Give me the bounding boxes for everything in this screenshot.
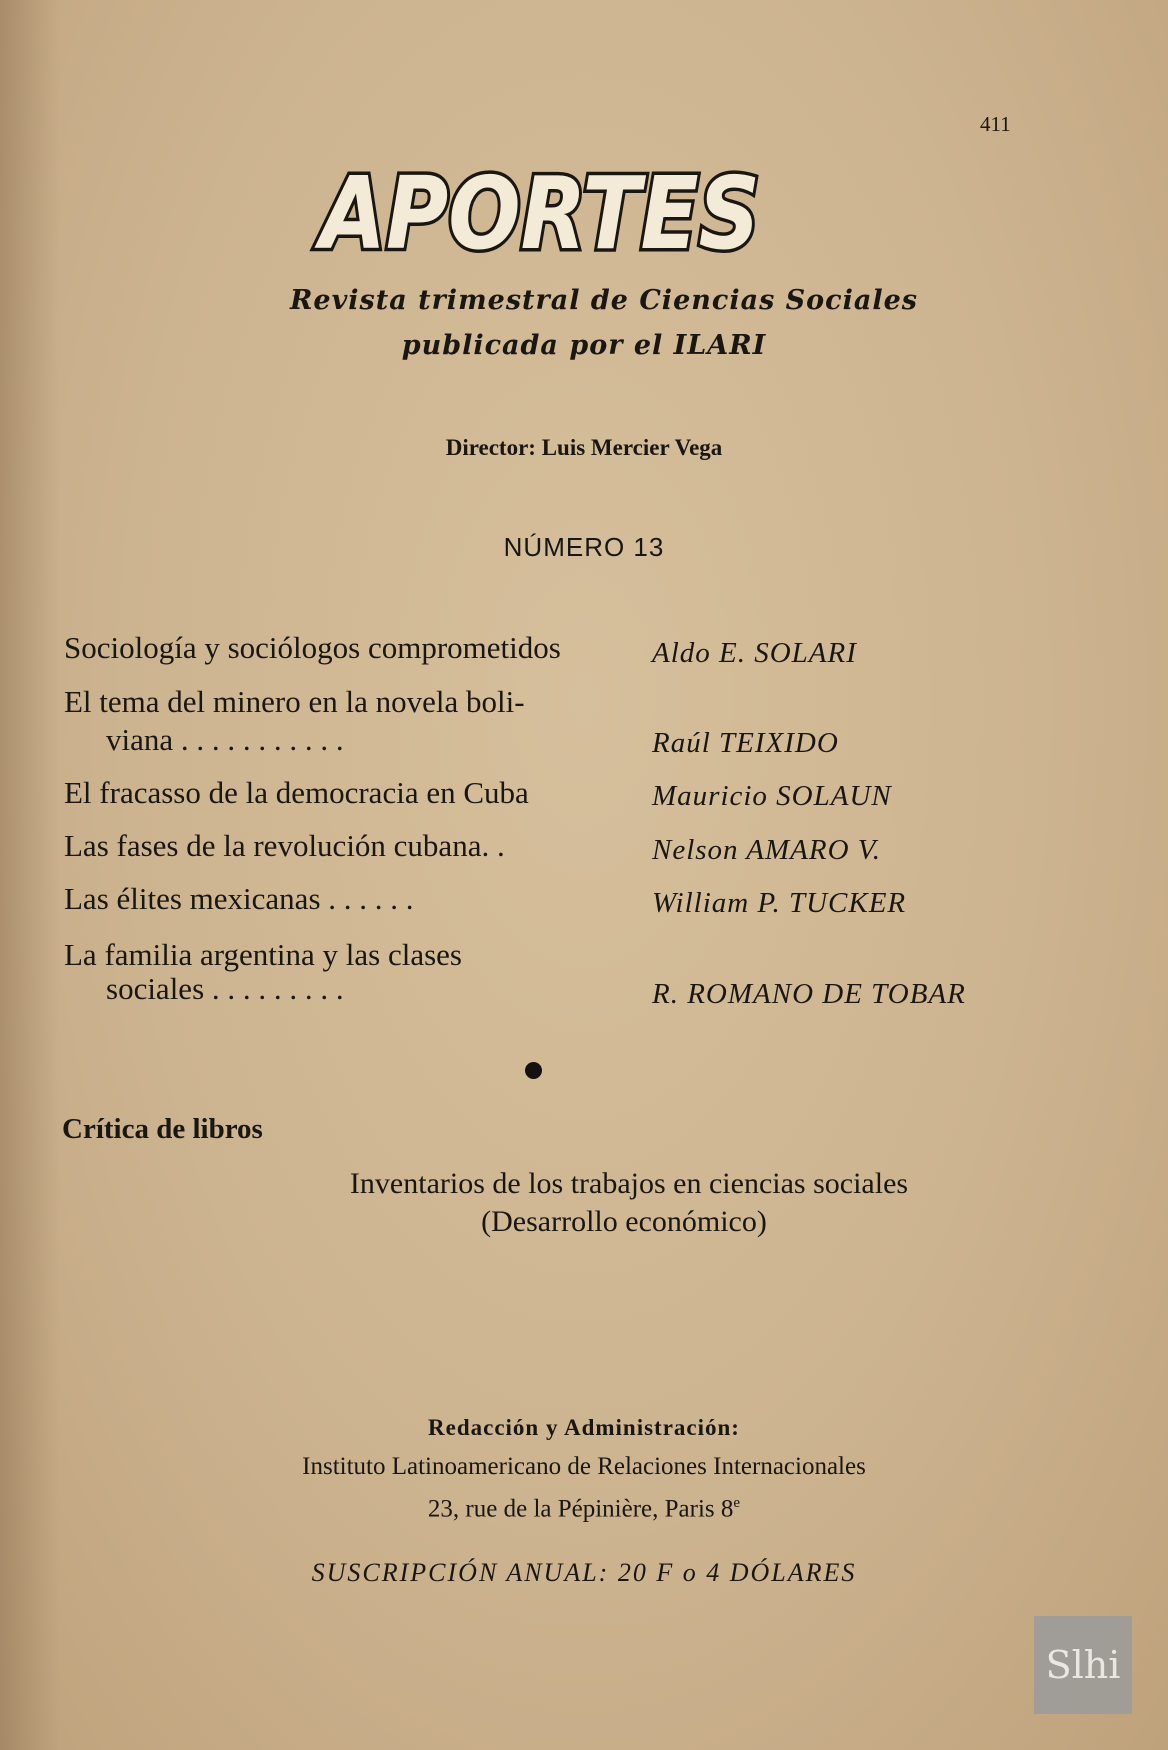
section-bullet [525, 1062, 542, 1079]
toc-title-4: Las fases de la revolución cubana. . [64, 828, 505, 863]
toc-author-3: Mauricio SOLAUN [652, 780, 892, 812]
critica-line-1: Inventarios de los trabajos en ciencias sociales [349, 1167, 909, 1200]
toc-title-1: Sociología y sociólogos comprometidos [64, 630, 561, 665]
toc-title-2-line1: El tema del minero en la novela boli- [64, 684, 525, 719]
toc-author-6: R. ROMANO DE TOBAR [652, 978, 966, 1010]
masthead-title: APORTES [314, 155, 760, 272]
critica-line-2: (Desarrollo económico) [481, 1205, 767, 1238]
page-number: 411 [980, 112, 1011, 136]
toc-author-2: Raúl TEIXIDO [652, 727, 839, 759]
institute-name: Instituto Latinoamericano de Relaciones Internacionales [302, 1453, 866, 1480]
toc-title-6-line2: sociales . . . . . . . . . [106, 971, 344, 1006]
director-line: Director: Luis Mercier Vega [445, 435, 723, 460]
admin-heading: Redacción y Administración: [428, 1415, 740, 1440]
masthead-subtitle-line1: Revista trimestral de Ciencias Sociales [289, 285, 919, 316]
masthead-logo [300, 152, 780, 272]
toc-title-5: Las élites mexicanas . . . . . . [64, 881, 414, 916]
masthead-subtitle-line2: publicada por el ILARI [401, 330, 767, 361]
subscription-line: SUSCRIPCIÓN ANUAL: 20 F o 4 DÓLARES [311, 1558, 857, 1587]
slhi-stamp: Slhi [1034, 1616, 1132, 1714]
toc-title-2-line2: viana . . . . . . . . . . . [106, 722, 344, 757]
address-line [0, 1495, 1168, 1523]
issue-number: NÚMERO 13 [503, 532, 665, 562]
critica-heading: Crítica de libros [62, 1113, 263, 1145]
toc-author-5: William P. TUCKER [652, 887, 907, 919]
toc-author-1: Aldo E. SOLARI [652, 637, 857, 669]
toc-title-3: El fracasso de la democracia en Cuba [64, 775, 529, 810]
address-superscript: e [733, 1495, 741, 1511]
masthead-svg [300, 152, 780, 272]
toc-author-4: Nelson AMARO V. [652, 834, 882, 866]
address-text: 23, rue de la Pépinière, Paris 8 [427, 1495, 734, 1523]
toc-title-6-line1: La familia argentina y las clases [64, 937, 462, 972]
